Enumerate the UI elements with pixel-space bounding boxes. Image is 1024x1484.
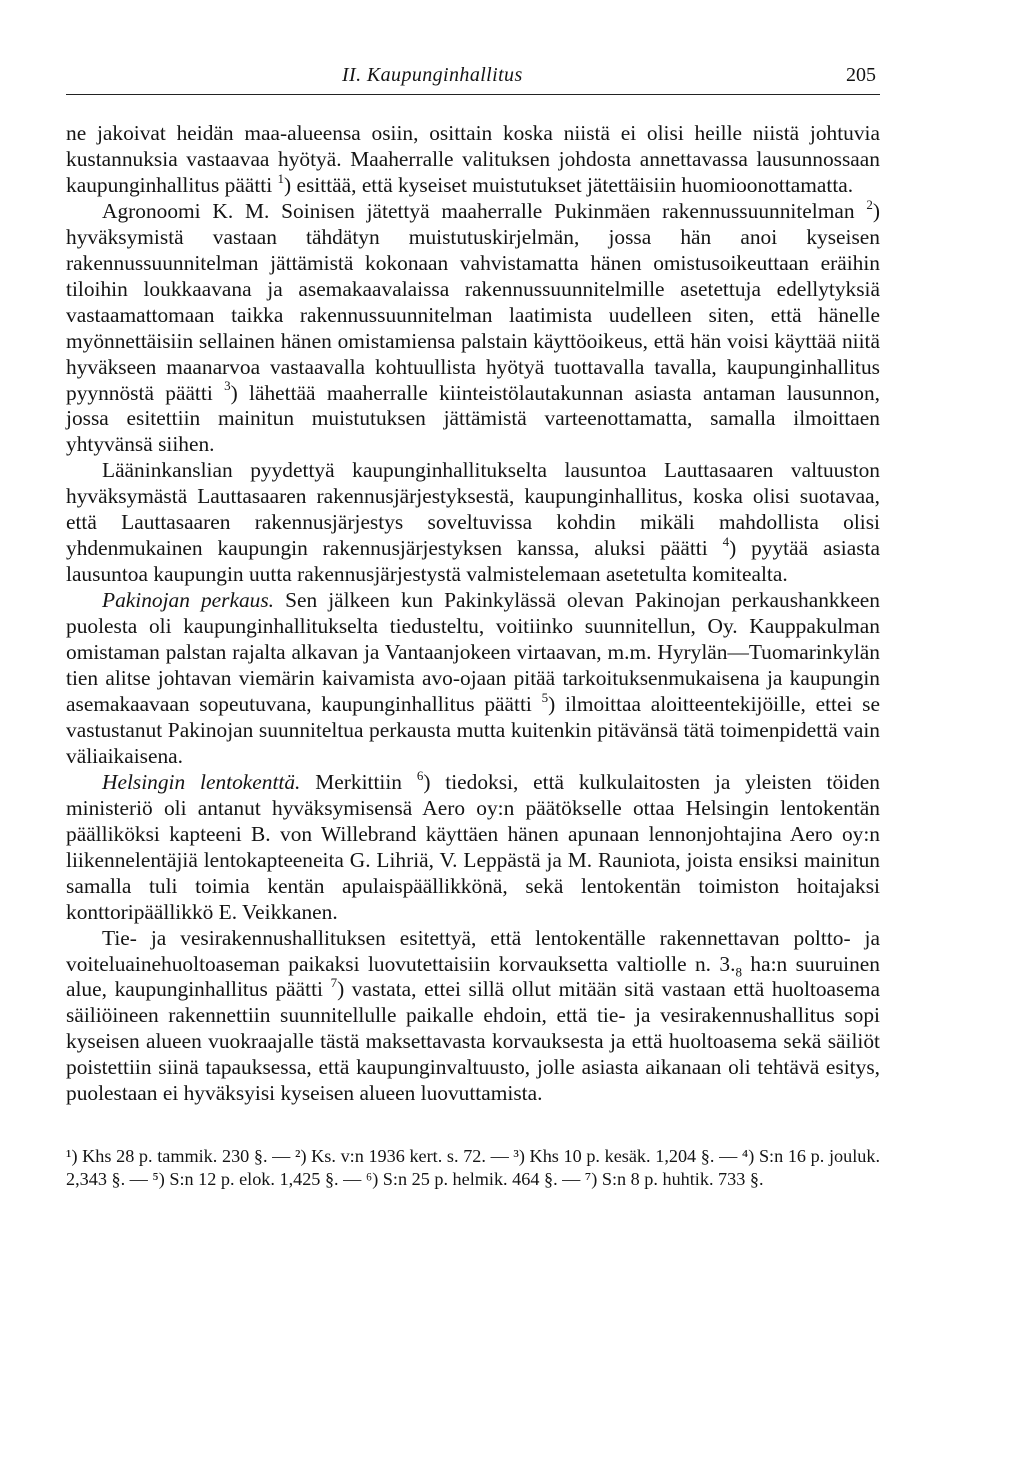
document-page [66,58,880,1191]
paragraph-1-tail: ) esittää, että kyseiset muistutukset jätettäisiin huomioonottamatta. [284,172,854,197]
paragraph-4-tail: ) ilmoittaa aloitteentekijöille, ettei se vastustanut Pakinojan suunniteltua perkausta mutta kuitenkin pitävänsä tätä toimenpidettä vain väliaikaisena. [66,691,880,768]
footnotes [66,1145,880,1191]
paragraph-3-tail: ) pyytää asiasta lausuntoa kaupungin uutta rakennusjärjestystä valmistelemaan asetetulta komitealta. [66,536,880,587]
page-number: 205 [846,64,876,86]
paragraph-2-text: Agronoomi K. M. Soinisen jätettyä maaherralle Pukinmäen rakennussuunnitelman [102,198,855,223]
paragraph-6-tail: ) vastata, ettei sillä ollut mitään sitä vastaan että huoltoasema säiliöineen rakennettiin suunnitellulle paikalle ehdoin, että tie- ja vesirakennushallitus sopi kyseisen alueen vuokraajalle tästä maksettavasta korvauksesta ja että huoltoasema sekä säiliöt poistettiin siinä tapauksessa, että kaupunginvaltuusto, jolle asiasta aikanaan oli tehtävä esitys, puolestaan ei hyväksyisi kyseisen alueen luovuttamista. [66,977,880,1106]
paragraph-3 [66,458,880,588]
footnote-ref-7: 7 [330,975,338,991]
paragraph-5 [66,767,880,926]
paragraph-2-mid: ) hyväksymistä vastaan tähdätyn muistutuskirjelmän, jossa hän anoi kyseisen rakennussuunnitelman jättämistä kokonaan vahvistamatta hänen omistusoikeuttaan eräihin tiloihin loukkaavana ja asemakaavalaissa rakennussuunnitelmille asetettuja edellytyksiä vastaamattomaan taikka rakennussuunnitelman laatimista uudelleen siten, että hänelle myönnettäisiin sellainen hänen omistamiensa palstain käyttöoikeus, että hän voisi käyttää niitä hyväkseen maanarvoa vastaavalla kohtuullista hyötyä tuottavalla tavalla, kaupunginhallitus pyynnöstä päätti [66,198,880,405]
section-heading-lentokentta: Helsingin lentokenttä. [102,769,301,794]
paragraph-2-tail: ) lähettää maaherralle kiinteistölautakunnan asiasta antaman lausunnon, jossa esitettiin mainitun muistutuksen jättämistä varteenottamatta, samalla ilmoittaen yhtyvänsä siihen. [66,380,881,457]
paragraph-5-tail: ) tiedoksi, että kulkulaitosten ja yleisten töiden ministeriö oli antanut hyväksymisensä Aero oy:n päätökselle ottaa Helsingin lentokentän päälliköksi kapteeni B. von Willebrand käyttäen hänen apunaan lennonjohtajina Aero oy:n liikennelentäjiä lentokapteeneita G. Lihriä, V. Leppästä ja M. Rauniota, joista ensiksi mainitun samalla tuli toimia kentän apulaispäällikkönä, sekä lentokentän toimiston hoitajaksi konttoripäällikkö E. Veikkanen. [66,769,880,924]
running-title: II. Kaupunginhallitus [342,64,523,86]
footnote-ref-1: 1 [277,170,285,186]
footnote-ref-6: 6 [416,767,424,783]
paragraph-1 [66,121,880,199]
running-header [66,58,880,95]
footnote-ref-5: 5 [541,689,549,705]
paragraph-6-text: Tie- ja vesirakennushallituksen esitettyä, että lentokentälle rakennettavan poltto- ja voiteluainehuoltoaseman paikaksi luovutettaisiin korvauksetta valtiolle n. 3. [66,925,880,976]
footnote-ref-3: 3 [224,378,231,394]
body-text [66,121,880,1107]
paragraph-6 [66,926,880,1108]
paragraph-2 [66,196,881,459]
paragraph-4 [66,588,880,770]
paragraph-3-text: Lääninkanslian pyydettyä kaupunginhallitukselta lausuntoa Lauttasaaren valtuuston hyväksymästä Lauttasaaren rakennusjärjestyksestä, kaupunginhallitus, koska olisi suotavaa, että Lauttasaaren rakennusjärjestys soveltuvissa kohdin mikäli mahdollista olisi yhdenmukainen kaupungin rakennusjärjestyksen kanssa, aluksi päätti [66,458,880,561]
footnote-text: ¹) Khs 28 p. tammik. 230 §. — ²) Ks. v:n 1936 kert. s. 72. — ³) Khs 10 p. kesäk. 1,204 §. — ⁴) S:n 16 p. jouluk. 2,343 §. — ⁵) S:n 12 p. elok. 1,425 §. — ⁶) S:n 25 p. helmik. 464 §. — ⁷) S:n 8 p. huhtik. 733 §. [66,1146,880,1190]
decimal-small-digit: 8 [735,963,742,979]
paragraph-4-text: Sen jälkeen kun Pakinkylässä olevan Pakinojan perkaushankkeen puolesta oli kaupunginhallitukselta tiedusteltu, voitiinko suunnitellun, Oy. Kauppakulman omistaman palstan rajalta alkavan ja Vantaanjokeen virtaavan, m.m. Hyrylän—Tuomarinkylän tien alitse johtavan viemärin kaivamista avo-ojaan pitää tarkoituksenmukaisena ja kaupungin asemakaavaan sopeutuvana, kaupunginhallitus päätti [66,588,880,716]
footnote-ref-2: 2 [866,196,873,212]
paragraph-6-mid: ha:n suuruinen alue, kaupunginhallitus päätti [66,951,881,1002]
section-heading-pakinoja: Pakinojan perkaus. [102,588,275,613]
paragraph-5-text: Merkittiin [300,769,402,794]
footnote-ref-4: 4 [722,534,730,550]
paragraph-1-text: ne jakoivat heidän maa-alueensa osiin, osittain koska niistä ei olisi heille niistä johtuvia kustannuksia vastaavaa hyötyä. Maaherralle valituksen johdosta annettavassa lausunnossaan kaupunginhallitus päätti [66,121,880,197]
